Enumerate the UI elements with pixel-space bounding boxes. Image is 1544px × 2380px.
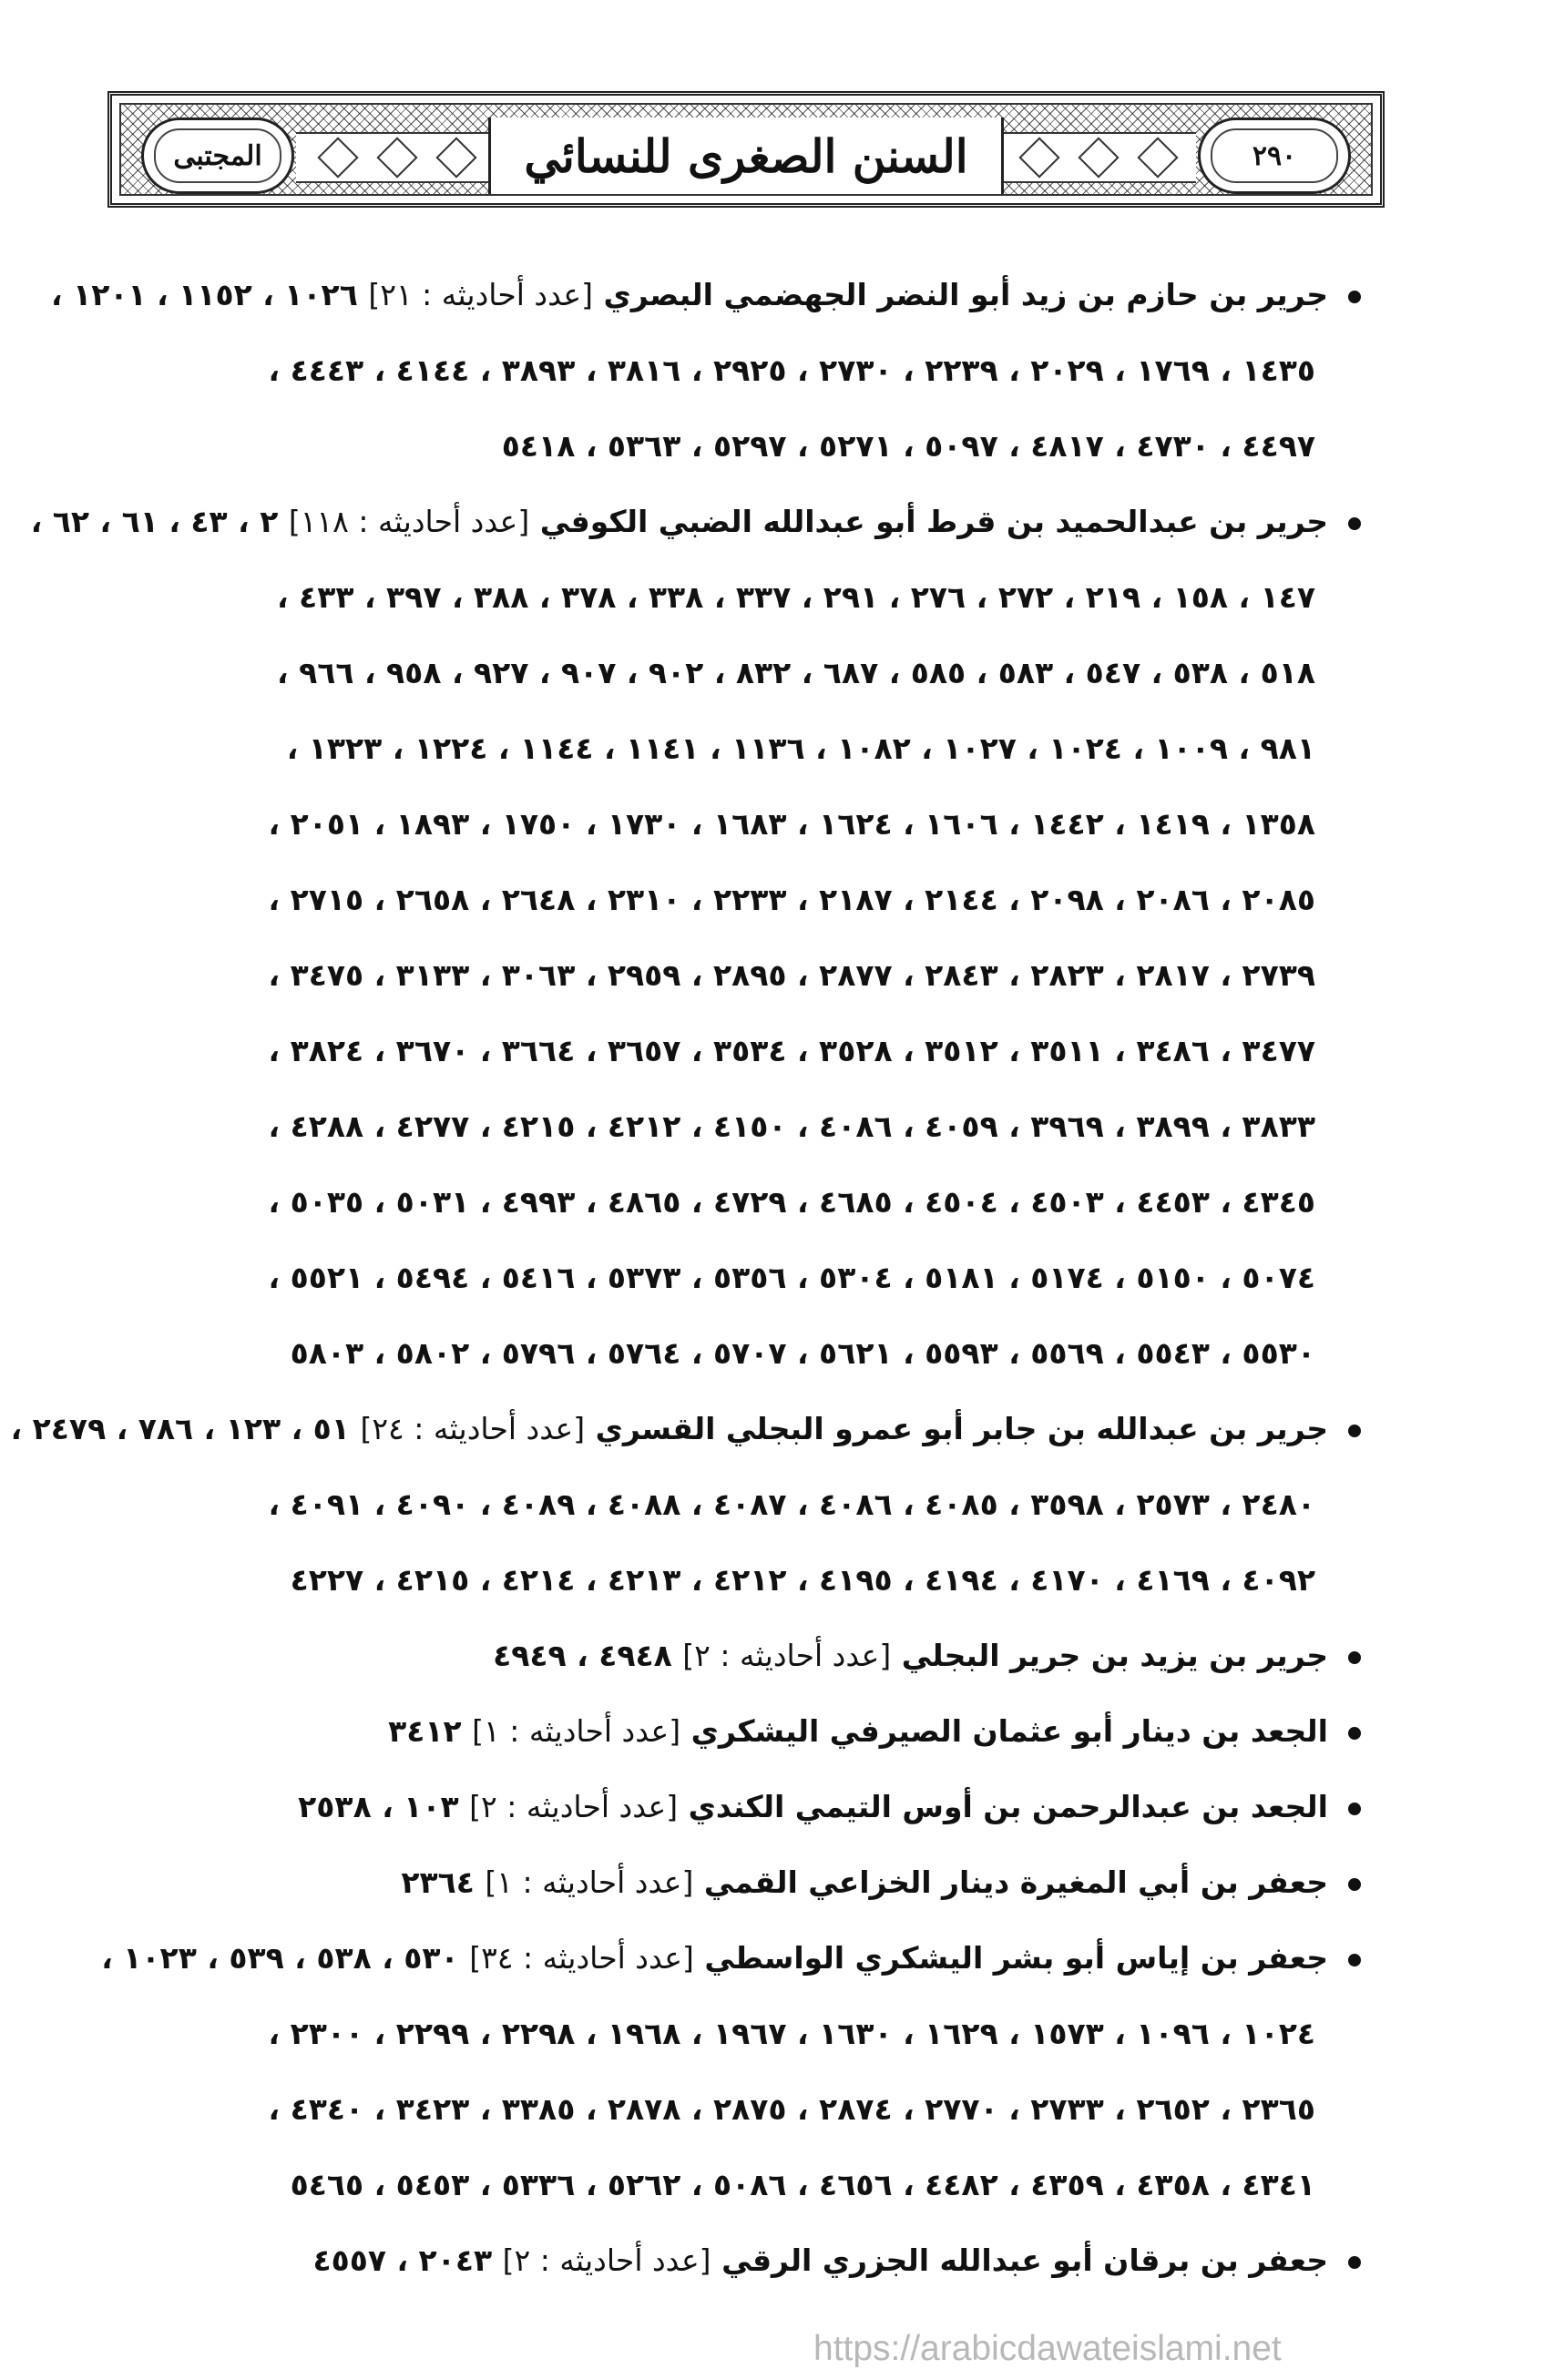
hadith-numbers-line: ٣٤٧٧ ، ٣٤٨٦ ، ٣٥١١ ، ٣٥١٢ ، ٣٥٢٨ ، ٣٥٣٤ ، ٣٦٥٧ ، ٣٦٦٤ ، ٣٦٧٠ ، ٣٨٢٤ ، xyxy=(268,1033,1315,1068)
narrator-name: جعفر بن إياس أبو بشر اليشكري الواسطي xyxy=(704,1940,1328,1976)
hadith-count: [عدد أحاديثه : ٢١] xyxy=(368,277,593,312)
hadith-numbers: ٤٩٤٨ ، ٤٩٤٩ xyxy=(493,1638,672,1673)
hadith-count: [عدد أحاديثه : ٢] xyxy=(502,2242,711,2278)
hadith-numbers: ٥١ ، ١٢٣ ، ٧٨٦ ، ٢٤٧٩ ، xyxy=(10,1411,350,1446)
hadith-numbers-line: ١٤٧ ، ١٥٨ ، ٢١٩ ، ٢٧٢ ، ٢٧٦ ، ٢٩١ ، ٣٣٧ ، ٣٣٨ ، ٣٧٨ ، ٣٨٨ ، ٣٩٧ ، ٤٣٣ ، xyxy=(277,579,1315,615)
narrator-entry xyxy=(101,1920,1361,2222)
hadith-numbers-line: ٥٥٣٠ ، ٥٥٤٣ ، ٥٥٦٩ ، ٥٥٩٣ ، ٥٦٢١ ، ٥٧٠٧ ، ٥٧٦٤ ، ٥٧٩٦ ، ٥٨٠٢ ، ٥٨٠٣ xyxy=(290,1335,1315,1371)
narrator-name: جرير بن عبدالحميد بن قرط أبو عبدالله الضبي الكوفي xyxy=(539,504,1328,539)
book-title: السنن الصغرى للنسائي xyxy=(524,128,968,183)
narrator-entry xyxy=(107,2222,1361,2298)
entry-first-line xyxy=(107,2222,1361,2298)
hadith-numbers-line: ١٤٣٥ ، ١٧٦٩ ، ٢٠٢٩ ، ٢٢٣٩ ، ٢٧٣٠ ، ٢٩٢٥ ، ٣٨١٦ ، ٣٨٩٣ ، ٤١٤٤ ، ٤٤٤٣ ، xyxy=(268,352,1315,388)
hadith-count: [عدد أحاديثه : ٣٤] xyxy=(469,1940,694,1976)
bullet-icon xyxy=(1348,291,1361,303)
hadith-numbers-line: ٢٤٨٠ ، ٢٥٧٣ ، ٣٥٩٨ ، ٤٠٨٥ ، ٤٠٨٦ ، ٤٠٨٧ ، ٤٠٨٨ ، ٤٠٨٩ ، ٤٠٩٠ ، ٤٠٩١ ، xyxy=(268,1486,1315,1522)
narrator-entry xyxy=(107,1693,1361,1769)
header-band-right xyxy=(997,132,1196,183)
hadith-count: [عدد أحاديثه : ١] xyxy=(485,1864,694,1900)
narrator-entry xyxy=(30,484,1361,1391)
hadith-numbers-line: ٤٣٤٥ ، ٤٤٥٣ ، ٤٥٠٣ ، ٤٥٠٤ ، ٤٦٨٥ ، ٤٧٢٩ ، ٤٨٦٥ ، ٤٩٩٣ ، ٥٠٣١ ، ٥٠٣٥ ، xyxy=(268,1184,1315,1220)
entry-first-line xyxy=(107,1769,1361,1844)
hadith-numbers-line: ٢٣٦٥ ، ٢٦٥٢ ، ٢٧٣٣ ، ٢٧٧٠ ، ٢٨٧٤ ، ٢٨٧٥ ، ٢٨٧٨ ، ٣٣٨٥ ، ٣٤٢٣ ، ٤٣٤٠ ، xyxy=(268,2091,1315,2127)
bullet-icon xyxy=(1348,1954,1361,1966)
narrator-name: الجعد بن عبدالرحمن بن أوس التيمي الكندي xyxy=(688,1789,1328,1824)
hadith-numbers-line: ٣٨٣٣ ، ٣٨٩٩ ، ٣٩٦٩ ، ٤٠٥٩ ، ٤٠٨٦ ، ٤١٥٠ ، ٤٢١٢ ، ٤٢١٥ ، ٤٢٧٧ ، ٤٢٨٨ ، xyxy=(268,1108,1315,1144)
bullet-icon xyxy=(1348,1651,1361,1664)
bullet-icon xyxy=(1348,1878,1361,1891)
hadith-numbers: ٥٣٠ ، ٥٣٨ ، ٥٣٩ ، ١٠٢٣ ، xyxy=(101,1940,459,1976)
book-subtitle: المجتبى xyxy=(154,128,281,183)
hadith-count: [عدد أحاديثه : ٢٤] xyxy=(360,1411,586,1446)
entry-first-line xyxy=(10,1391,1361,1466)
hadith-count: [عدد أحاديثه : ٢] xyxy=(469,1789,679,1824)
narrator-entry xyxy=(107,1844,1361,1920)
diamond-ornament-icon xyxy=(1137,137,1178,178)
narrator-name: جرير بن يزيد بن جرير البجلي xyxy=(901,1638,1328,1673)
narrator-name: الجعد بن دينار أبو عثمان الصيرفي اليشكري xyxy=(690,1713,1328,1749)
narrator-name: جعفر بن برقان أبو عبدالله الجزري الرقي xyxy=(721,2242,1328,2278)
hadith-numbers-line: ٢٧٣٩ ، ٢٨١٧ ، ٢٨٢٣ ، ٢٨٤٣ ، ٢٨٧٧ ، ٢٨٩٥ ، ٢٩٥٩ ، ٣٠٦٣ ، ٣١٣٣ ، ٣٤٧٥ ، xyxy=(268,957,1315,993)
bullet-icon xyxy=(1348,1803,1361,1815)
hadith-numbers: ٣٤١٢ xyxy=(388,1713,462,1749)
entry-first-line xyxy=(107,1618,1361,1693)
narrator-name: جرير بن عبدالله بن جابر أبو عمرو البجلي القسري xyxy=(595,1411,1328,1446)
hadith-numbers-line: ٥٠٧٤ ، ٥١٥٠ ، ٥١٧٤ ، ٥١٨١ ، ٥٣٠٤ ، ٥٣٥٦ ، ٥٣٧٣ ، ٥٤١٦ ، ٥٤٩٤ ، ٥٥٢١ ، xyxy=(268,1260,1315,1295)
hadith-numbers-line: ٤٣٤١ ، ٤٣٥٨ ، ٤٣٥٩ ، ٤٤٨٢ ، ٤٦٥٦ ، ٥٠٨٦ ، ٥٢٦٢ ، ٥٣٣٦ ، ٥٤٥٣ ، ٥٤٦٥ xyxy=(290,2167,1315,2202)
hadith-numbers-line: ١٠٢٤ ، ١٠٩٦ ، ١٥٧٣ ، ١٦٢٩ ، ١٦٣٠ ، ١٩٦٧ ، ١٩٦٨ ، ٢٢٩٨ ، ٢٢٩٩ ، ٢٣٠٠ ، xyxy=(268,2016,1315,2051)
header-band-left xyxy=(296,132,495,183)
hadith-numbers: ١٠٣ ، ٢٥٣٨ xyxy=(298,1789,459,1824)
narrator-name: جعفر بن أبي المغيرة دينار الخزاعي القمي xyxy=(703,1864,1328,1900)
bullet-icon xyxy=(1348,1727,1361,1740)
page-number-cartouche xyxy=(1198,117,1351,194)
diamond-ornament-icon xyxy=(317,137,358,178)
hadith-numbers: ٢٠٤٣ ، ٤٥٥٧ xyxy=(312,2242,493,2278)
hadith-numbers-line: ٢٠٨٥ ، ٢٠٨٦ ، ٢٠٩٨ ، ٢١٤٤ ، ٢١٨٧ ، ٢٢٣٣ ، ٢٣١٠ ، ٢٦٤٨ ، ٢٦٥٨ ، ٢٧١٥ ، xyxy=(268,882,1315,917)
narrator-entry xyxy=(10,1391,1361,1618)
entry-first-line xyxy=(51,257,1361,332)
page-number: ٢٩٠ xyxy=(1211,128,1338,183)
diamond-ornament-icon xyxy=(1018,137,1059,178)
hadith-numbers: ٢ ، ٤٣ ، ٦١ ، ٦٢ ، xyxy=(30,504,279,539)
hadith-numbers: ٢٣٦٤ xyxy=(401,1864,475,1900)
title-cartouche xyxy=(488,117,1004,194)
hadith-numbers: ١٠٢٦ ، ١١٥٢ ، ١٢٠١ ، xyxy=(51,277,358,312)
narrator-entry xyxy=(107,1769,1361,1844)
subtitle-cartouche xyxy=(141,117,294,194)
diamond-ornament-icon xyxy=(435,137,476,178)
narrator-entry xyxy=(51,257,1361,484)
hadith-count: [عدد أحاديثه : ١١٨] xyxy=(288,504,530,539)
entry-first-line xyxy=(107,1844,1361,1920)
bullet-icon xyxy=(1348,517,1361,530)
narrator-name: جرير بن حازم بن زيد أبو النضر الجهضمي البصري xyxy=(603,277,1328,312)
hadith-numbers-line: ١٣٥٨ ، ١٤١٩ ، ١٤٤٢ ، ١٦٠٦ ، ١٦٢٤ ، ١٦٨٣ ، ١٧٣٠ ، ١٧٥٠ ، ١٨٩٣ ، ٢٠٥١ ، xyxy=(268,806,1315,842)
entry-first-line xyxy=(101,1920,1361,1996)
narrator-list xyxy=(10,257,1361,2298)
page-header xyxy=(107,91,1385,208)
watermark: https://arabicdawateislami.net xyxy=(813,2329,1282,2368)
hadith-numbers-line: ٤٠٩٢ ، ٤١٦٩ ، ٤١٧٠ ، ٤١٩٤ ، ٤١٩٥ ، ٤٢١٢ ، ٤٢١٣ ، ٤٢١٤ ، ٤٢١٥ ، ٤٢٢٧ xyxy=(290,1562,1315,1598)
header-pattern xyxy=(119,103,1373,196)
entry-first-line xyxy=(107,1693,1361,1769)
hadith-count: [عدد أحاديثه : ١] xyxy=(472,1713,681,1749)
hadith-numbers-line: ٤٤٩٧ ، ٤٧٣٠ ، ٤٨١٧ ، ٥٠٩٧ ، ٥٢٧١ ، ٥٢٩٧ ، ٥٣٦٣ ، ٥٤١٨ xyxy=(501,428,1315,464)
hadith-numbers-line: ٥١٨ ، ٥٣٨ ، ٥٤٧ ، ٥٨٣ ، ٥٨٥ ، ٦٨٧ ، ٨٣٢ ، ٩٠٢ ، ٩٠٧ ، ٩٢٧ ، ٩٥٨ ، ٩٦٦ ، xyxy=(277,655,1315,690)
bullet-icon xyxy=(1348,2256,1361,2269)
hadith-numbers-line: ٩٨١ ، ١٠٠٩ ، ١٠٢٤ ، ١٠٢٧ ، ١٠٨٢ ، ١١٣٦ ، ١١٤١ ، ١١٤٤ ، ١٢٢٤ ، ١٣٢٣ ، xyxy=(286,730,1315,766)
diamond-ornament-icon xyxy=(376,137,417,178)
hadith-count: [عدد أحاديثه : ٢] xyxy=(682,1638,892,1673)
narrator-entry xyxy=(107,1618,1361,1693)
diamond-ornament-icon xyxy=(1078,137,1119,178)
bullet-icon xyxy=(1348,1425,1361,1437)
entry-first-line xyxy=(30,484,1361,559)
